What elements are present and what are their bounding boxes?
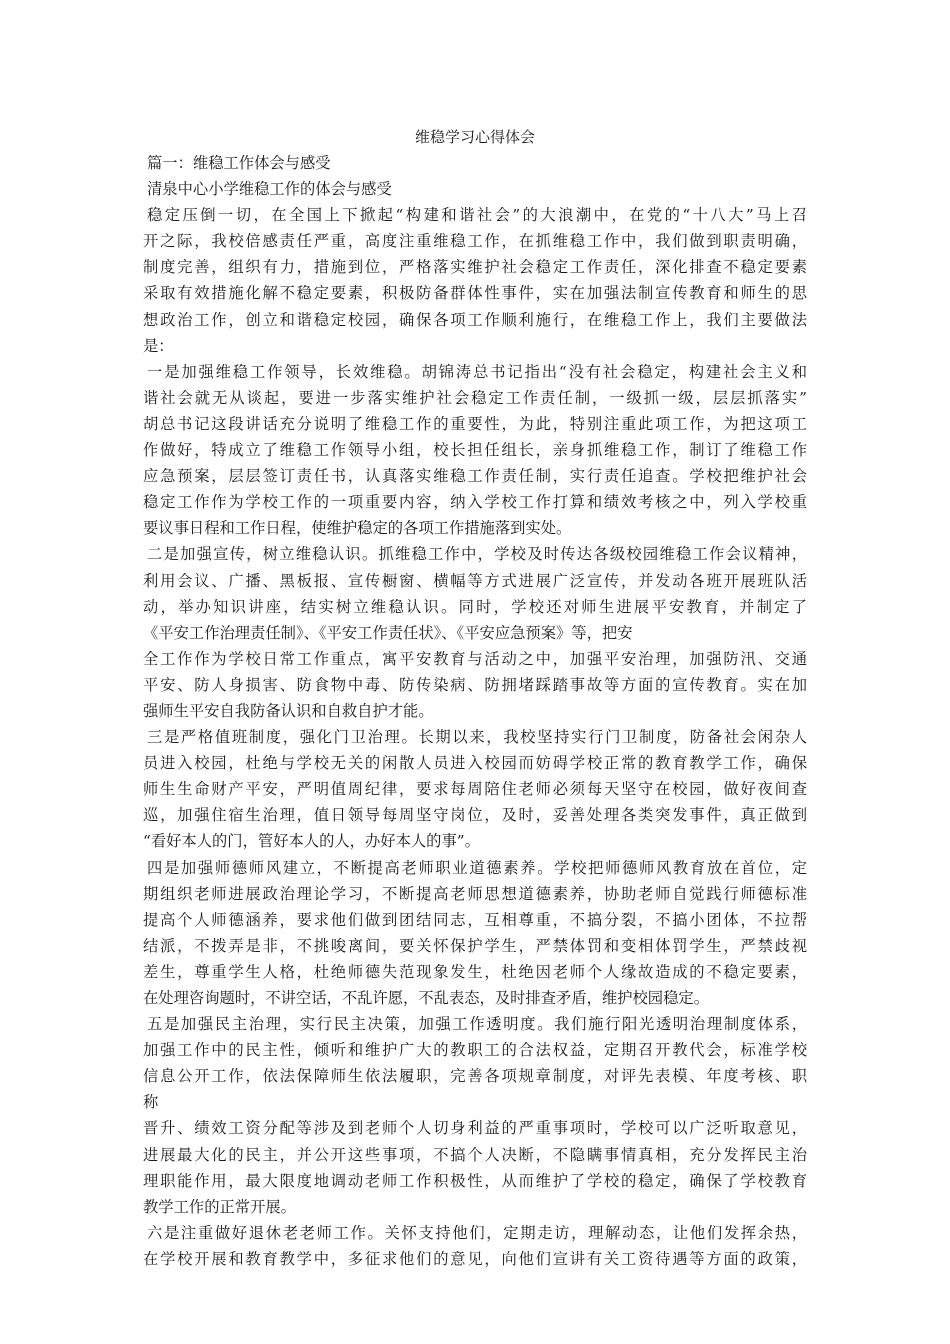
text-line: 谐社会就无从谈起，要进一步落实维护社会稳定工作责任制，一级抓一级，层层抓落实” [143,388,807,407]
document-title: 维稳学习心得体会 [414,128,535,146]
text-line: 强师生平安自我防备认识和自救自护才能。 [143,701,434,720]
text-line: 三是严格值班制度，强化门卫治理。长期以来，我校坚持实行门卫制度，防备社会闲杂人 [147,728,807,747]
text-line: 平安、防人身损害、防食物中毒、防传染病、防拥堵踩踏事故等方面的宣传教育。实在加 [143,675,807,694]
text-line: 一是加强维稳工作领导，长效维稳。胡锦涛总书记指出“没有社会稳定，构建社会主义和 [147,362,807,381]
text-line: 差生，尊重学生人格，杜绝师德失范现象发生，杜绝因老师个人缘故造成的不稳定要素， [143,962,807,981]
text-line: 称 [143,1093,159,1112]
document-body [143,150,807,1272]
text-line: 员进入校园，杜绝与学校无关的闲散人员进入校园而妨碍学校正常的教育教学工作，确保 [143,754,807,773]
text-line: 师生生命财产平安，严明值周纪律，要求每周陪住老师必须每天坚守在校园，做好夜间查 [143,780,807,799]
text-line: 动，举办知识讲座，结实树立维稳认识。同时，学校还对师生进展平安教育，并制定了 [143,597,807,616]
text-line: 进展最大化的民主，并公开这些事项，不搞个人决断，不隐瞒事情真相，充分发挥民主治 [143,1145,807,1164]
text-line: 教学工作的正常开展。 [143,1197,296,1216]
text-line: 要议事日程和工作日程，使维护稳定的各项工作措施落到实处。 [143,519,572,538]
text-line: 《平安工作治理责任制》、《平安工作责任状》、《平安应急预案》等，把安 [143,623,633,642]
text-line: 作做好，特成立了维稳工作领导小组，校长担任组长，亲身抓维稳工作，制订了维稳工作 [143,441,807,460]
text-line: 在处理咨询题时，不讲空话，不乱许愿，不乱表态，及时排查矛盾，维护校园稳定。 [143,989,709,1007]
text-line: 结派，不拨弄是非，不挑唆离间，要关怀保护学生，严禁体罚和变相体罚学生，严禁歧视 [143,936,807,955]
text-line: 信息公开工作，依法保障师生依法履职，完善各项规章制度，对评先表模、年度考核、职 [143,1067,807,1086]
text-line: 制度完善，组织有力，措施到位，严格落实维护社会稳定工作责任，深化排查不稳定要素 [143,258,807,277]
text-line: 清泉中心小学维稳工作的体会与感受 [147,180,392,199]
text-line: 提高个人师德涵养，要求他们做到团结同志，互相尊重，不搞分裂，不搞小团体，不拉帮 [143,910,807,929]
text-line: 稳定工作作为学校工作的一项重要内容，纳入学校工作打算和绩效考核之中，列入学校重 [143,493,807,512]
text-line: 二是加强宣传，树立维稳认识。抓维稳工作中，学校及时传达各级校园维稳工作会议精神， [147,545,807,564]
text-line: 是： [143,336,174,355]
text-line: 应急预案，层层签订责任书，认真落实维稳工作责任制，实行责任追查。学校把维护社会 [143,467,807,486]
text-line: “看好本人的门，管好本人的人，办好本人的事”。 [143,832,480,851]
text-line: 加强工作中的民主性，倾听和维护广大的教职工的合法权益，定期召开教代会，标准学校 [143,1041,807,1060]
text-line: 采取有效措施化解不稳定要素，积极防备群体性事件，实在加强法制宣传教育和师生的思 [143,284,807,303]
text-line: 想政治工作，创立和谐稳定校园，确保各项工作顺利施行，在维稳工作上，我们主要做法 [143,310,807,329]
text-line: 六是注重做好退休老老师工作。关怀支持他们，定期走访，理解动态，让他们发挥余热， [147,1223,807,1242]
text-line: 晋升、绩效工资分配等涉及到老师个人切身利益的严重事项时，学校可以广泛听取意见， [143,1119,807,1138]
text-line: 期组织老师进展政治理论学习，不断提高老师思想道德素养，协助老师自觉践行师德标准 [143,884,807,903]
text-line: 篇一：维稳工作体会与感受 [147,154,331,172]
text-line: 全工作作为学校日常工作重点，寓平安教育与活动之中，加强平安治理，加强防汛、交通 [143,649,807,668]
text-line: 利用会议、广播、黑板报、宣传橱窗、横幅等方式进展广泛宣传，并发动各班开展班队活 [143,571,807,590]
text-line: 在学校开展和教育教学中，多征求他们的意见，向他们宣讲有关工资待遇等方面的政策， [143,1249,807,1268]
text-line: 理职能作用，最大限度地调动老师工作积极性，从而维护了学校的稳定，确保了学校教育 [143,1171,807,1190]
text-line: 巡，加强住宿生治理，值日领导每周坚守岗位，及时，妥善处理各类突发事件，真正做到 [143,806,807,825]
text-line: 胡总书记这段讲话充分说明了维稳工作的重要性，为此，特别注重此项工作，为把这项工 [143,414,807,433]
text-line: 四是加强师德师风建立，不断提高老师职业道德素养。学校把师德师风教育放在首位，定 [147,858,807,877]
text-line: 开之际，我校倍感责任严重，高度注重维稳工作，在抓维稳工作中，我们做到职责明确， [143,232,807,251]
text-line: 稳定压倒一切，在全国上下掀起“构建和谐社会”的大浪潮中，在党的“十八大”马上召 [147,206,807,225]
text-line: 五是加强民主治理，实行民主决策，加强工作透明度。我们施行阳光透明治理制度体系， [147,1015,807,1034]
